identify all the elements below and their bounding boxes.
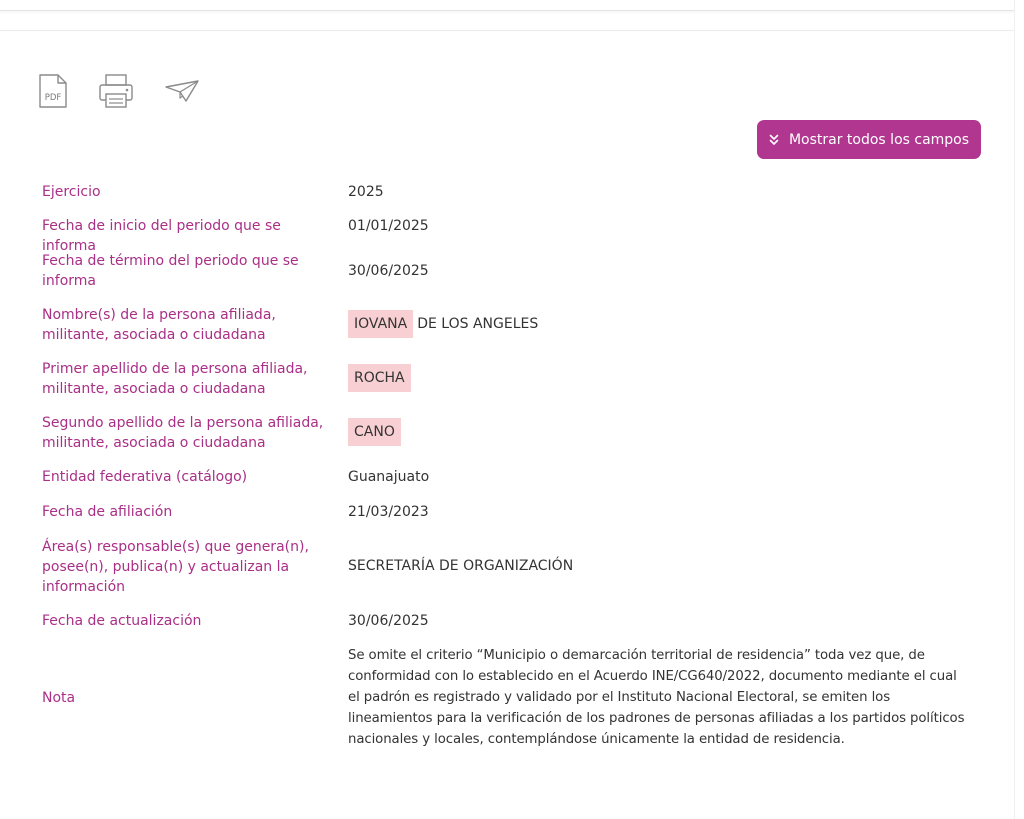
export-toolbar (38, 74, 200, 108)
field-value: 2025 (348, 184, 384, 200)
highlighted-value: IOVANA (348, 310, 413, 338)
field-value: SECRETARÍA DE ORGANIZACIÓN (348, 558, 574, 574)
header-divider (0, 30, 1014, 31)
field-label: Fecha de afiliación (42, 504, 173, 520)
field-label: Área(s) responsable(s) que genera(n), posee(n), publica(n) y actualizan la información (42, 539, 309, 595)
field-value: 01/01/2025 (348, 218, 429, 234)
field-label: Segundo apellido de la persona afiliada, militante, asociada o ciudadana (42, 415, 324, 451)
field-label: Fecha de inicio del periodo que se informa (42, 218, 281, 254)
field-value: 21/03/2023 (348, 504, 429, 520)
field-value (348, 418, 968, 446)
pdf-icon[interactable] (38, 74, 68, 108)
field-label: Fecha de término del periodo que se informa (42, 253, 299, 289)
print-icon[interactable] (98, 74, 134, 108)
send-icon[interactable] (164, 79, 200, 103)
field-label: Primer apellido de la persona afiliada, militante, asociada o ciudadana (42, 361, 308, 397)
field-label: Ejercicio (42, 184, 101, 200)
field-label: Nombre(s) de la persona afiliada, militante, asociada o ciudadana (42, 307, 276, 343)
field-value: 30/06/2025 (348, 263, 429, 279)
show-all-fields-button[interactable] (757, 120, 981, 159)
show-all-fields-label: Mostrar todos los campos (788, 131, 970, 148)
double-chevron-down-icon (769, 134, 779, 146)
pdf-icon-label: PDF (44, 93, 62, 103)
top-bar (0, 0, 1014, 11)
highlighted-value: CANO (348, 418, 401, 446)
field-value (348, 364, 968, 392)
field-value (348, 310, 968, 338)
value-text: DE LOS ANGELES (417, 316, 539, 332)
content-edge (1014, 0, 1015, 819)
field-label: Fecha de actualización (42, 613, 202, 629)
field-label: Entidad federativa (catálogo) (42, 469, 248, 485)
field-label: Nota (42, 690, 76, 706)
field-value: 30/06/2025 (348, 613, 429, 629)
highlighted-value: ROCHA (348, 364, 411, 392)
field-value: Se omite el criterio “Municipio o demarcación territorial de residencia” toda vez que, de conformidad con lo establecido en el Acuerdo INE/CG640/2022, documento mediante el cual el padrón es registrado y validado por el Instituto Nacional Electoral, se emiten los lineamientos para la verificación de los padrones de personas afiliadas a los partidos políticos nacionales y locales, contemplándose únicamente la entidad de residencia. (348, 648, 965, 747)
field-value: Guanajuato (348, 469, 430, 485)
